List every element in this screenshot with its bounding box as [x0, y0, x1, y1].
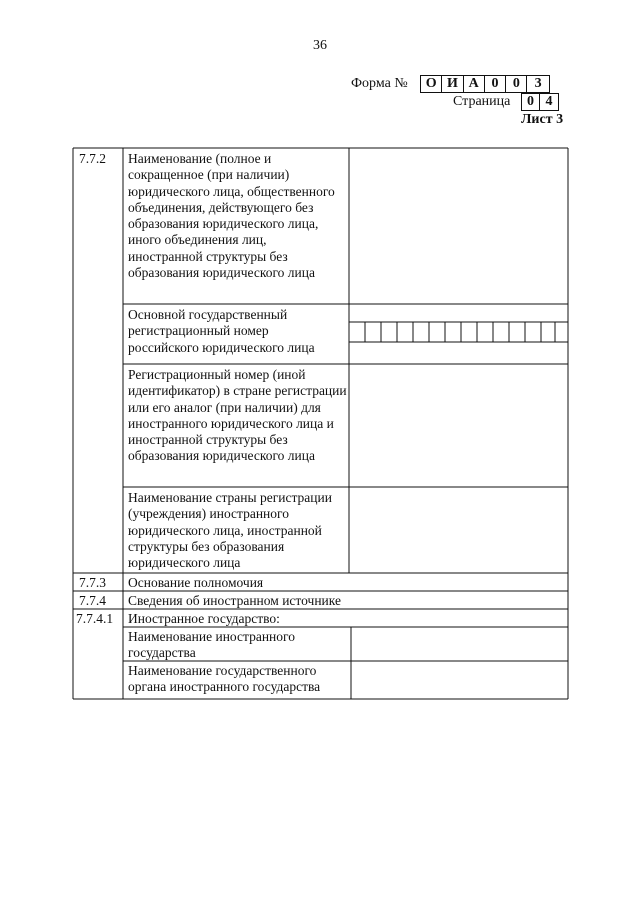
- form-code-char: 3: [534, 76, 542, 91]
- page-code-char: 0: [522, 94, 540, 110]
- row-number-7-7-4: 7.7.4: [79, 593, 106, 608]
- page-code-char: 4: [545, 94, 553, 109]
- field-label-registration-country: Наименование страны регистрации (учреждения) иностранного юридического лица, иностранной структуры без образования юридического лица: [128, 490, 332, 571]
- field-label-ogrn: Основной государственный регистрационный номер российского юридического лица: [128, 307, 315, 355]
- form-code-char: 0: [506, 76, 527, 92]
- field-label-foreign-reg-number: Регистрационный номер (иной идентификатор) в стране регистрации или его аналог (при наличии) для иностранного юридического лица и иностранной структуры без образования юридического лица: [128, 367, 347, 464]
- form-number-label: Форма №: [351, 76, 408, 91]
- form-code-char: 0: [485, 76, 506, 92]
- field-label-foreign-state-name: Наименование иностранного государства: [128, 629, 295, 661]
- field-label-foreign-source: Сведения об иностранном источнике: [128, 593, 341, 608]
- form-code-char: О: [421, 76, 442, 92]
- page-label: Страница: [453, 94, 511, 109]
- field-label-foreign-state-body: Наименование государственного органа иностранного государства: [128, 663, 321, 695]
- row-number-7-7-2: 7.7.2: [79, 151, 106, 166]
- page-number: 36: [313, 38, 327, 53]
- field-label-org-name: Наименование (полное и сокращенное (при наличии) юридического лица, общественного объединения, действующего без образования юридического лица, иного объединения лиц, иностранной структуры без образования юридического лица: [128, 151, 335, 281]
- row-number-7-7-3: 7.7.3: [79, 575, 106, 590]
- row-number-7-7-4-1: 7.7.4.1: [76, 611, 114, 626]
- sheet-label: Лист 3: [521, 112, 564, 127]
- form-code-char: А: [464, 76, 485, 92]
- field-label-authority-basis: Основание полномочия: [128, 575, 264, 590]
- form-code-char: И: [442, 76, 463, 92]
- field-label-foreign-state: Иностранное государство:: [128, 611, 280, 626]
